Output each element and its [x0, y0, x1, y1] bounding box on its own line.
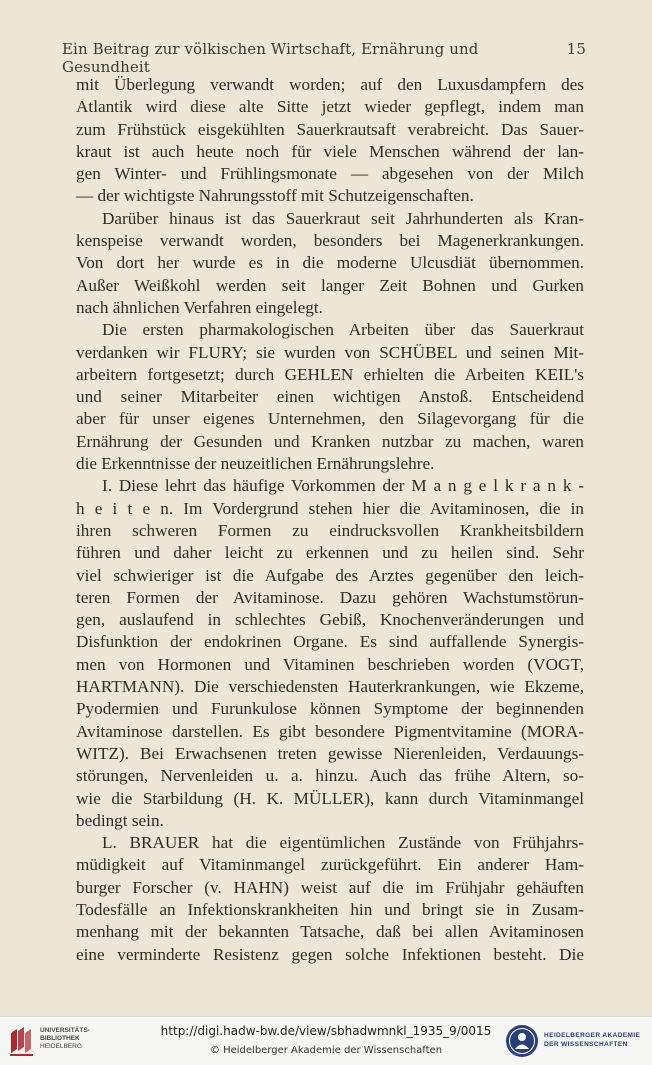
- body-text: [76, 74, 584, 966]
- text-line: ihren schweren Formen zu eindrucksvollen Krankheitsbildern: [76, 520, 584, 540]
- text-line: Von dort her wurde es in die moderne Ulcusdiät übernommen.: [76, 253, 584, 273]
- text-line: Außer Weißkohl werden seit langer Zeit Bohnen und Gurken: [76, 275, 584, 295]
- academy-name: HEIDELBERGER AKADEMIE DER WISSENSCHAFTEN: [544, 1032, 641, 1048]
- text-line: WITZ). Bei Erwachsenen treten gewisse Nierenleiden, Verdauungs-: [76, 743, 584, 763]
- text-line: teren Formen der Avitaminose. Dazu gehören Wachstumstörun-: [76, 587, 584, 607]
- text-line: gen, auslaufend in schlechtes Gebiß, Knochenveränderungen und: [76, 610, 584, 630]
- text-line: men von Hormonen und Vitaminen beschrieben worden (VOGT,: [76, 654, 584, 674]
- page-number: 15: [566, 40, 586, 58]
- text-line: Atlantik wird diese alte Sitte jetzt wieder gepflegt, indem man: [76, 97, 584, 117]
- academy-seal-logo-icon: [505, 1024, 539, 1058]
- viewer-footer: [0, 1016, 652, 1065]
- text-line: arbeitern fortgesetzt; durch GEHLEN erhielten die Arbeiten KEIL's: [76, 364, 584, 384]
- text-line: mit Überlegung verwandt worden; auf den Luxusdampfern des: [76, 75, 584, 94]
- text-line: kraut ist auch heute noch für viele Menschen während der lan-: [76, 141, 584, 161]
- text-line: zum Frühstück eisgekühlten Sauerkrautsaft verabreicht. Das Sauer-: [76, 119, 584, 139]
- text-line: störungen, Nervenleiden u. a. hinzu. Auch das frühe Altern, so-: [76, 766, 584, 786]
- text-line: h e i t e n. Im Vordergrund stehen hier die Avitaminosen, die in: [76, 498, 584, 518]
- text-line: aber für unser eigenes Unternehmen, den Silagevorgang für die: [76, 409, 584, 429]
- running-title: Ein Beitrag zur völkischen Wirtschaft, Ernährung und Gesundheit: [62, 40, 479, 76]
- text-line: und seiner Mitarbeiter einen wichtigen Anstoß. Entscheidend: [76, 387, 584, 407]
- copyright-notice: © Heidelberger Akademie der Wissenschaften: [209, 1045, 443, 1056]
- running-header: [62, 40, 586, 76]
- text-line: viel schwieriger ist die Aufgabe des Arztes gegenüber den leich-: [76, 565, 584, 585]
- text-line: nach ähnlichen Verfahren eingelegt.: [76, 297, 323, 317]
- permalink-url[interactable]: http://digi.hadw-bw.de/view/sbhadwmnkl_1935_9/0015: [160, 1024, 492, 1038]
- text-line: müdigkeit auf Vitaminmangel zurückgeführt. Ein anderer Ham-: [76, 855, 584, 875]
- text-line: Todesfälle an Infektionskrankheiten hin und bringt sie in Zusam-: [76, 899, 584, 919]
- text-line: burger Forscher (v. HAHN) weist auf die im Frühjahr gehäuften: [76, 877, 584, 897]
- text-line: L. BRAUER hat die eigentümlichen Zustände von Frühjahrs-: [102, 833, 584, 853]
- text-line: Pyodermien und Furunkulose können Symptome der beginnenden: [76, 699, 584, 719]
- text-line: verdanken wir FLURY; sie wurden von SCHÜBEL und seinen Mit-: [76, 342, 584, 362]
- text-line: Disfunktion der endokrinen Organe. Es sind auffallende Synergis-: [76, 632, 584, 652]
- text-line: HARTMANN). Die verschiedensten Hauterkrankungen, wie Ekzeme,: [76, 677, 584, 697]
- text-line: Die ersten pharmakologischen Arbeiten über das Sauerkraut: [102, 320, 584, 340]
- text-line: kenspeise verwandt worden, besonders bei Magenerkrankungen.: [76, 231, 584, 251]
- text-line: gen Winter- und Frühlingsmonate — abgesehen von der Milch: [76, 164, 584, 184]
- library-name: UNIVERSITÄTS- BIBLIOTHEK HEIDELBERG: [40, 1027, 90, 1050]
- text-line: I. Diese lehrt das häufige Vorkommen der M a n g e l k r a n k -: [102, 476, 584, 496]
- text-line: wie die Starbildung (H. K. MÜLLER), kann durch Vitaminmangel: [76, 788, 584, 808]
- text-line: führen und daher leicht zu erkennen und zu heilen sind. Sehr: [76, 543, 584, 563]
- text-line: Avitaminose darstellen. Es gibt besondere Pigmentvitamine (MORA-: [76, 721, 584, 741]
- text-line: eine verminderte Resistenz gegen solche Infektionen besteht. Die: [76, 944, 584, 964]
- text-line: bedingt sein.: [76, 810, 164, 830]
- text-line: die Erkenntnisse der neuzeitlichen Ernährungslehre.: [76, 454, 435, 474]
- text-line: Darüber hinaus ist das Sauerkraut seit Jahrhunderten als Kran-: [102, 208, 584, 228]
- text-line: Ernährung der Gesunden und Kranken nutzbar zu machen, waren: [76, 431, 584, 451]
- text-line: — der wichtigste Nahrungsstoff mit Schutzeigenschaften.: [76, 186, 474, 206]
- text-line: menhang mit der bekannten Tatsache, daß bei allen Avitaminosen: [76, 922, 584, 942]
